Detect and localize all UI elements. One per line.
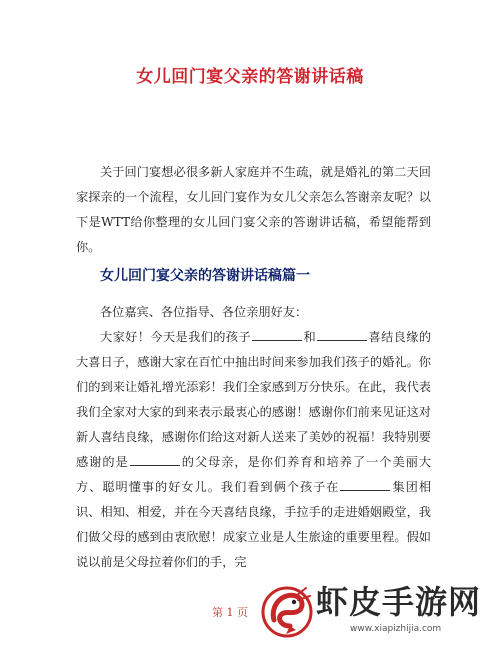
document-title: 女儿回门宴父亲的答谢讲话稿	[136, 67, 364, 87]
speech-body	[76, 300, 431, 575]
para-text-5: 集团相识、相知、相爱，并在今天喜结良缘，手拉手的走进婚姻殿堂，我们做父母的感到由衷欣慰！成家立业是人生旅途的重要里程。假如说以前是父母拉着你们的手，完	[76, 480, 432, 569]
watermark-url: www.xiapizhijia.com	[350, 624, 442, 634]
para-text-4: 的父母亲，是你们养育和培养了一个美丽大方、聪明懂事的好女儿。我们看到俩个孩子在	[76, 455, 432, 494]
watermark-brand: 虾皮手游网	[316, 583, 482, 621]
name-blank-1	[252, 328, 302, 341]
para-text-3: 喜结良缘的大喜日子，感谢大家在百忙中抽出时间来参加我们孩子的婚礼。你们的到来让婚礼增光添彩！我们全家感到万分快乐。在此，我代表我们全家对大家的到来表示最衷心的感谢！感谢你们前来见证这对新人喜结良缘，感谢你们给这对新人送来了美妙的祝福！我特别要感谢的是	[76, 330, 432, 469]
intro-paragraph: 关于回门宴想必很多新人家庭并不生疏，就是婚礼的第二天回家探亲的一个流程，女儿回门宴作为女儿父亲怎么答谢亲友呢？以下是WTT给你整理的女儿回门宴父亲的答谢讲话稿，希望能帮到你。	[76, 165, 431, 254]
speech-paragraph	[76, 325, 431, 575]
name-blank-2	[317, 328, 367, 341]
name-blank-3	[130, 453, 180, 466]
greeting-line: 各位嘉宾、各位指导、各位亲朋好友：	[100, 305, 308, 319]
para-text-2: 和	[303, 330, 317, 344]
para-text-1: 大家好！今天是我们的孩子	[100, 330, 252, 344]
page-number: 第 1 页	[212, 606, 248, 619]
company-blank	[340, 478, 390, 491]
shrimp-logo-icon	[260, 582, 314, 638]
site-watermark	[258, 580, 500, 640]
section-heading: 女儿回门宴父亲的答谢讲话稿篇一	[100, 268, 310, 284]
